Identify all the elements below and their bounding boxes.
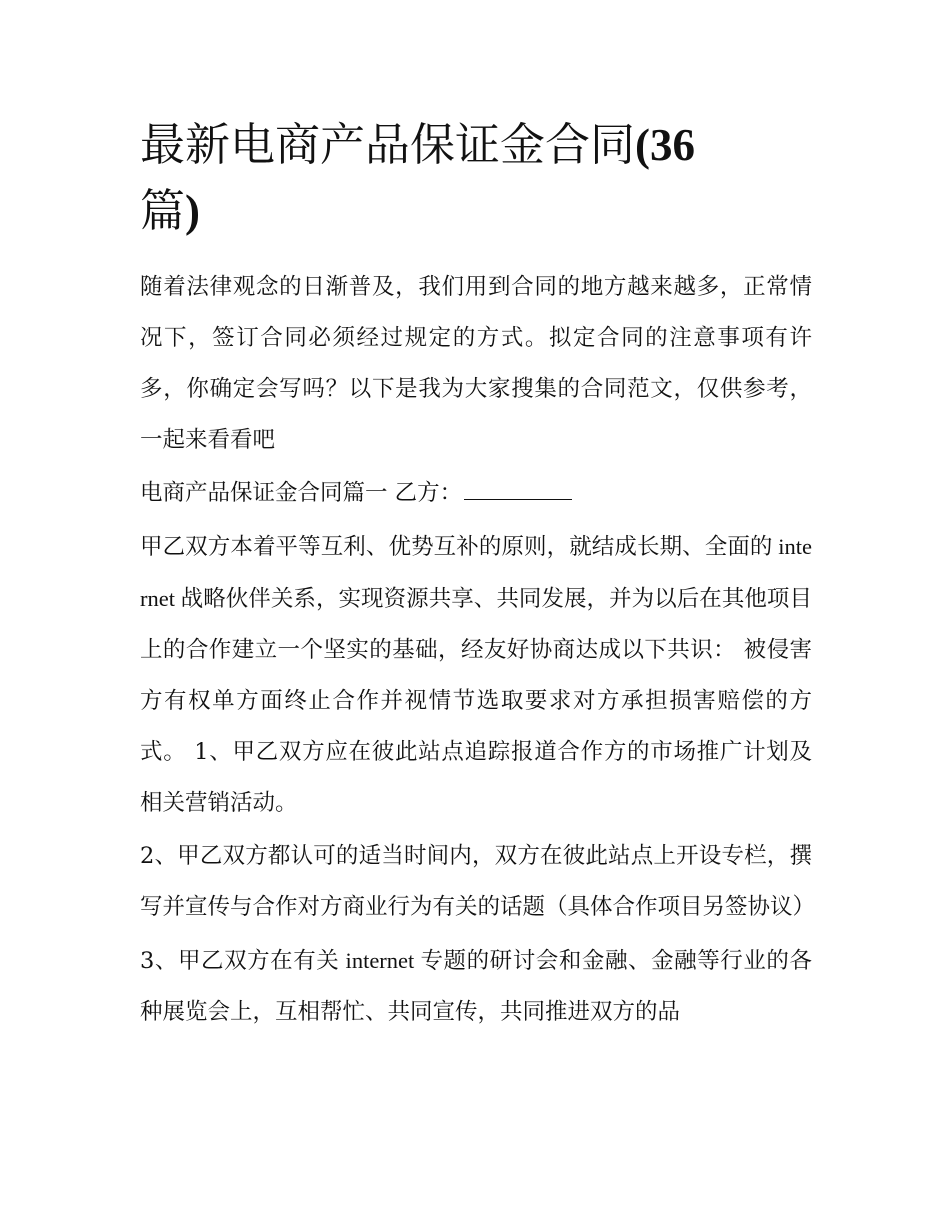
- paragraph-3: [140, 935, 812, 1038]
- intro-paragraph: 随着法律观念的日渐普及，我们用到合同的地方越来越多，正常情况下，签订合同必须经过规定的方式。拟定合同的注意事项有许多，你确定会写吗？以下是我为大家搜集的合同范文，仅供参考，一起来看看吧: [140, 274, 812, 453]
- party-b-blank-line: [464, 498, 572, 500]
- paragraph-3-latin: internet: [339, 948, 421, 973]
- section-heading-text: 电商产品保证金合同篇一 乙方：: [140, 480, 463, 506]
- document-title: [140, 112, 812, 244]
- document-page: [140, 112, 816, 1040]
- paragraph-1-part-a: 甲乙双方本着平等互利、优势互补的原则，就结成长期、全面的: [140, 534, 773, 560]
- title-main: 最新电商产品保证金合同: [140, 118, 636, 171]
- section-heading: [140, 468, 812, 519]
- paragraph-3-part-a: 3、甲乙双方在有关: [140, 948, 340, 974]
- title-number: (36: [635, 120, 696, 170]
- paragraph-1-latin: internet: [140, 534, 812, 611]
- paragraph-2: 2、甲乙双方都认可的适当时间内，双方在彼此站点上开设专栏，撰写并宣传与合作对方商业行为有关的话题（具体合作项目另签协议）: [140, 843, 816, 920]
- paragraph-3-part-b: 专题的研讨会和金融、金融等行业的各种展览会上，互相帮忙、共同宣传，共同推进双方的品: [140, 948, 812, 1025]
- title-close-paren: ): [185, 186, 201, 236]
- paragraph-1: [140, 521, 812, 829]
- title-second-line: 篇: [140, 184, 186, 237]
- paragraph-1-part-b: 战略伙伴关系，实现资源共享、共同发展，并为以后在其他项目上的合作建立一个坚实的基础，经友好协商达成以下共识： 被侵害方有权单方面终止合作并视情节选取要求对方承担损害赔偿的方式。 1、甲乙双方应在彼此站点追踪报道合作方的市场推广计划及相关营销活动。: [140, 586, 812, 816]
- document-title-block: [140, 112, 812, 262]
